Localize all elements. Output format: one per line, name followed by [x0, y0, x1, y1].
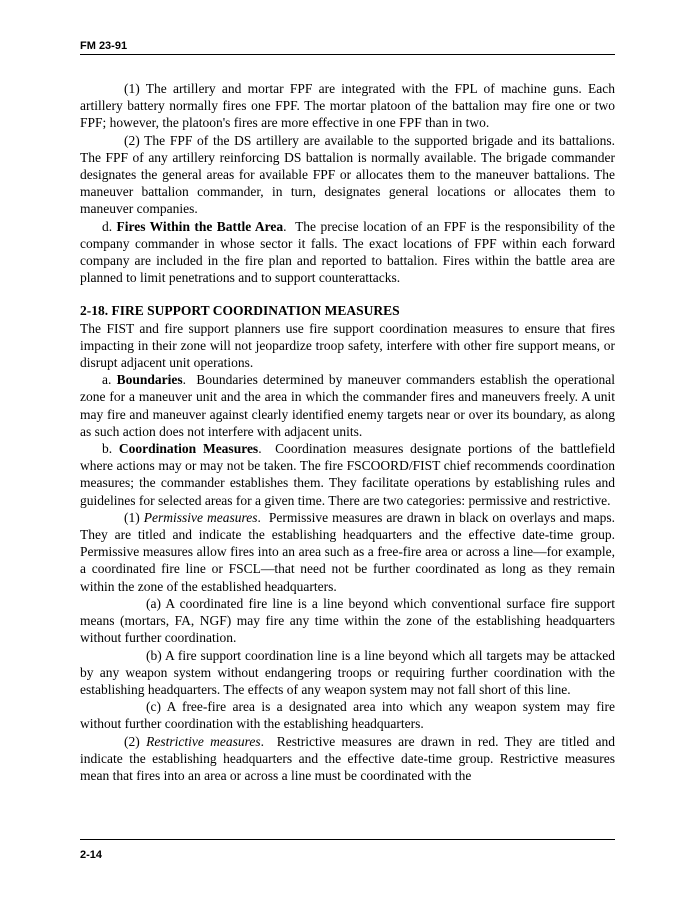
footer-rule — [80, 839, 615, 840]
item-number-2: (2) — [124, 733, 140, 749]
section-intro: The FIST and fire support planners use fire support coordination measures to ensure that fires impacting in their zone will not jeopardize troop safety, interfere with other fire support means, or disrupt adjacent unit operations. — [80, 320, 615, 371]
paragraph-fscl: (b) A fire support coordination line is a line beyond which all targets may be attacked by any weapon system without endangering troops or requiring further coordination with the establishing headquarters. The effects of any weapon system may not fall short of this line. — [80, 647, 615, 697]
page-number: 2-14 — [80, 849, 103, 861]
item-number-1: (1) — [124, 509, 140, 525]
section-title: 2-18. FIRE SUPPORT COORDINATION MEASURES — [80, 303, 400, 319]
heading-fires-within-battle-area: Fires Within the Battle Area — [116, 218, 284, 234]
paragraph-coordinated-fire-line: (a) A coordinated fire line is a line beyond which conventional surface fire support means (mortars, FA, NGF) may fire any time within the zone of the establishing headquarters without further coordination. — [80, 595, 615, 646]
paragraph-permissive-measures: (1) Permissive measures. Permissive measures are drawn in black on overlays and maps. They are titled and indicate the establishing headquarters and the effective date-time group. Permissive measures allow fires into an area such as a free-fire area or across a line—for example, a coordinated fire line or FSCL—that need not be further coordinated as long as they remain within the zone of the established headquarters. — [80, 509, 616, 594]
text-boundaries: Boundaries determined by maneuver commanders establish the operational zone for a maneuver unit and the area in which the commander fires and maneuvers freely. A unit may fire and maneuver against clearly identified enemy targets near or over its boundary, as along as such action does not interfere with adjacent units. — [80, 372, 616, 439]
item-letter-a: a. — [102, 372, 112, 388]
text-coordination-measures: Coordination measures designate portions of the battlefield where actions may or may not be taken. The fire FSCOORD/FIST chief recommends coordination measures; the commander establishes them. They facilitate operations by establishing rules and guidelines for selected areas for a given time. There are two categories: permissive and restrictive. — [80, 441, 615, 508]
item-letter-b: b. — [102, 441, 113, 457]
paragraph-restrictive-measures: (2) Restrictive measures. Restrictive measures are drawn in red. They are titled and indicate the establishing headquarters and the effective date-time group. Restrictive measures mean that fires into an area or across a line must be coordinated with the — [80, 733, 616, 783]
item-letter-d: d. — [102, 218, 113, 234]
text-restrictive-measures: Restrictive measures are drawn in red. They are titled and indicate the establishing headquarters and the effective date-time group. Restrictive measures mean that fires into an area or across a line must be coordinated with the — [80, 733, 616, 783]
paragraph-fpf-integration: (1) The artillery and mortar FPF are integrated with the FPL of machine guns. Each artillery battery normally fires one FPF. The mortar platoon of the battalion may fire one or two FPF; however, the platoon's fires are more effective in one FPF than in two. — [80, 81, 615, 131]
heading-coordination-measures: Coordination Measures — [118, 441, 259, 457]
paragraph-fires-within-battle-area: d. Fires Within the Battle Area. The precise location of an FPF is the responsibility of the company commander in whose sector it falls. The exact locations of FPF within each forward company are included in the fire plan and reported to battalion. Fires within the battle area are planned to limit penetrations and to support counterattacks. — [80, 218, 615, 286]
text-fires-within-battle-area: The precise location of an FPF is the responsibility of the company commander in whose sector it falls. The exact locations of FPF within each forward company are included in the fire plan and reported to battalion. Fires within the battle area are planned to limit penetrations and to support counterattacks. — [80, 218, 615, 286]
text-permissive-measures: Permissive measures are drawn in black on overlays and maps. They are titled and indicate the establishing headquarters and the effective date-time group. Permissive measures allow fires into an area such as a free-fire area or across a line—for example, a coordinated fire line or FSCL—that need not be further coordinated as long as they remain within the zone of the established headquarters. — [80, 509, 616, 594]
paragraph-boundaries: a. Boundaries. Boundaries determined by maneuver commanders establish the operational zone for a maneuver unit and the area in which the commander fires and maneuvers freely. A unit may fire and maneuver against clearly identified enemy targets near or over its boundary, as along as such action does not interfere with adjacent units. — [80, 372, 616, 439]
paragraph-free-fire-area: (c) A free-fire area is a designated area into which any weapon system may fire without further coordination with the establishing headquarters. — [80, 699, 615, 732]
heading-boundaries: Boundaries — [116, 372, 183, 388]
heading-restrictive-measures: Restrictive measures — [146, 733, 261, 749]
heading-permissive-measures: Permissive measures — [143, 509, 258, 525]
header-rule — [80, 54, 615, 55]
paragraph-coordination-measures: b. Coordination Measures. Coordination measures designate portions of the battlefield where actions may or may not be taken. The fire FSCOORD/FIST chief recommends coordination measures; the commander establishes them. They facilitate operations by establishing rules and guidelines for selected areas for a given time. There are two categories: permissive and restrictive. — [80, 441, 615, 508]
running-header: FM 23-91 — [80, 40, 128, 52]
paragraph-ds-artillery-fpf: (2) The FPF of the DS artillery are available to the supported brigade and its battalions. The FPF of any artillery reinforcing DS battalion is normally available. The brigade commander designates the general areas for available FPF or allocates them to the maneuver battalions. The maneuver battalion commander, in turn, designates general locations or allocates them to maneuver companies. — [80, 132, 615, 217]
body-text — [80, 80, 615, 784]
